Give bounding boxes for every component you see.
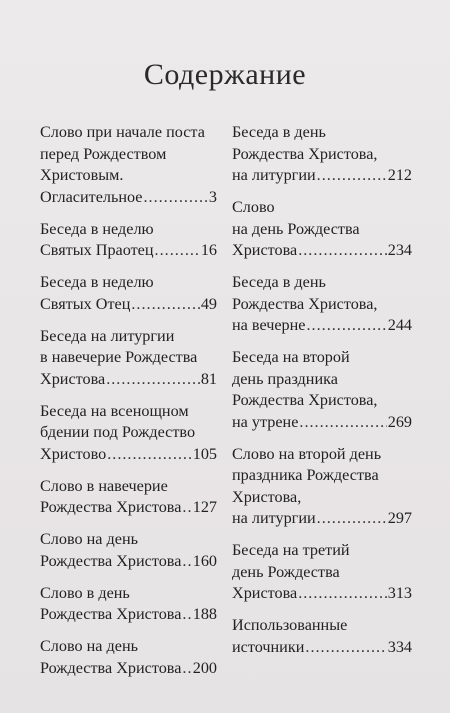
toc-entry-last-line [40,187,217,209]
page-number: 160 [192,551,217,570]
toc-entry-line: Рождества Христова, [232,391,378,409]
toc-entry [40,529,217,572]
toc-entry-last-line [40,369,217,391]
page-number: 200 [192,658,217,677]
toc-entry-last-line [232,315,412,337]
toc-entry-text: Христова [232,241,298,259]
dot-leader [107,444,192,466]
page-number: 234 [387,241,412,259]
toc-entry [40,583,217,626]
toc-entry-last-line [40,658,217,680]
toc-entry-last-line [40,444,217,466]
toc-column-right [232,122,412,669]
toc-entry [232,540,412,605]
dot-leader [182,658,191,680]
toc-entry-line: Слово на день [40,530,139,548]
toc-entry-text: Рождества Христова [40,498,182,516]
toc-entry-line: день Рождества [232,562,340,581]
dot-leader [298,583,387,605]
toc-entry-line: Слово на день [40,637,139,655]
dot-leader [307,315,387,337]
toc-entry-line: Беседа на всенощном [40,401,189,420]
toc-entry-line: Слово [232,198,275,216]
dot-leader [155,240,200,262]
toc-entry-line: Слово в навечерие [40,476,168,495]
dot-leader [317,508,387,530]
toc-entry-text: Рождества Христова [40,605,182,623]
toc-entry [40,272,217,315]
toc-entry-line: Христова, [232,487,302,506]
toc-entry-line: на день Рождества [232,219,360,238]
toc-entry-last-line [232,637,412,659]
toc-entry-last-line [232,240,412,262]
toc-entry-line: Беседа на третий [232,541,350,559]
toc-entry-line: Рождества Христова, [232,294,378,313]
toc-entry-line: Беседа на литургии [40,326,175,345]
toc-entry-line: бдении под Рождество [40,423,196,441]
page-number: 297 [387,509,412,527]
toc-entry-last-line [40,497,217,519]
toc-entry [40,401,217,466]
toc-entry [232,444,412,530]
toc-column-left [40,122,217,690]
dot-leader [305,637,386,659]
page-number: 269 [387,412,412,431]
dot-leader [317,165,387,187]
page-number: 313 [387,584,412,602]
toc-entry-last-line [232,165,412,187]
toc-entry-line: Беседа в неделю [40,219,154,238]
toc-entry-text: Рождества Христова [40,551,182,570]
page-number: 127 [192,498,217,516]
page-number: 3 [208,187,217,206]
toc-entry [232,272,412,337]
toc-entry-line: Беседа в день [232,273,326,291]
dot-leader [299,412,386,434]
toc-entry [40,636,217,679]
dot-leader [182,551,191,573]
dot-leader [143,187,207,209]
toc-entry [232,615,412,658]
page-number: 188 [192,605,217,623]
toc-entry-last-line [40,240,217,262]
page-title: Содержание [143,58,307,91]
page-number: 16 [200,241,217,259]
toc-entry-text: Христова [40,369,106,388]
dot-leader [182,604,191,626]
toc-entry-line: праздника Рождества [232,466,379,484]
dot-leader [106,369,200,391]
dot-leader [298,240,387,262]
toc-entry [232,347,412,433]
toc-entry [40,476,217,519]
toc-entry-text: Рождества Христова [40,658,182,677]
page-number: 334 [387,637,412,656]
toc-entry [40,326,217,391]
toc-entry-text: Святых Отец [40,294,131,313]
toc-entry-line: Слово в день [40,583,130,602]
toc-entry-last-line [232,508,412,530]
toc-entry-line: Беседа на второй [232,348,350,366]
toc-entry-line: в навечерие Рождества [40,348,198,366]
toc-entry-text: Огласительное [40,187,143,206]
toc-entry-text: на литургии [232,166,316,184]
toc-entry [40,122,217,208]
dot-leader [182,497,191,519]
toc-entry-line: Рождества Христова, [232,144,378,163]
toc-entry-line: Использованные [232,616,348,634]
toc-entry-line: Слово при начале поста [40,123,205,141]
toc-entry-text: источники [232,637,305,656]
toc-entry-line: перед Рождеством [40,144,167,163]
toc-entry-text: Христово [40,444,107,463]
dot-leader [131,294,199,316]
toc-entry-line: Беседа в день [232,123,326,141]
toc-entry [232,122,412,187]
toc-entry-line: Христовым. [40,166,124,184]
toc-entry-text: на вечерне [232,316,306,334]
toc-entry-last-line [40,604,217,626]
toc-entry-last-line [232,583,412,605]
page-number: 49 [200,294,217,313]
toc-entry-text: Христова [232,584,298,602]
toc-entry-text: на литургии [232,509,316,527]
toc-entry-line: день праздника [232,369,338,388]
toc-entry-last-line [232,412,412,434]
page-number: 244 [387,316,412,334]
page-number: 212 [387,166,412,184]
toc-entry-text: Святых Праотец [40,241,154,259]
page-number: 105 [192,444,217,463]
toc-entry-text: на утрене [232,412,299,431]
toc-entry-last-line [40,551,217,573]
toc-entry-last-line [40,294,217,316]
toc-entry [40,219,217,262]
toc-entry-line: Беседа в неделю [40,273,154,291]
toc-entry [232,197,412,262]
page-number: 81 [200,369,217,388]
toc-entry-line: Слово на второй день [232,444,382,463]
